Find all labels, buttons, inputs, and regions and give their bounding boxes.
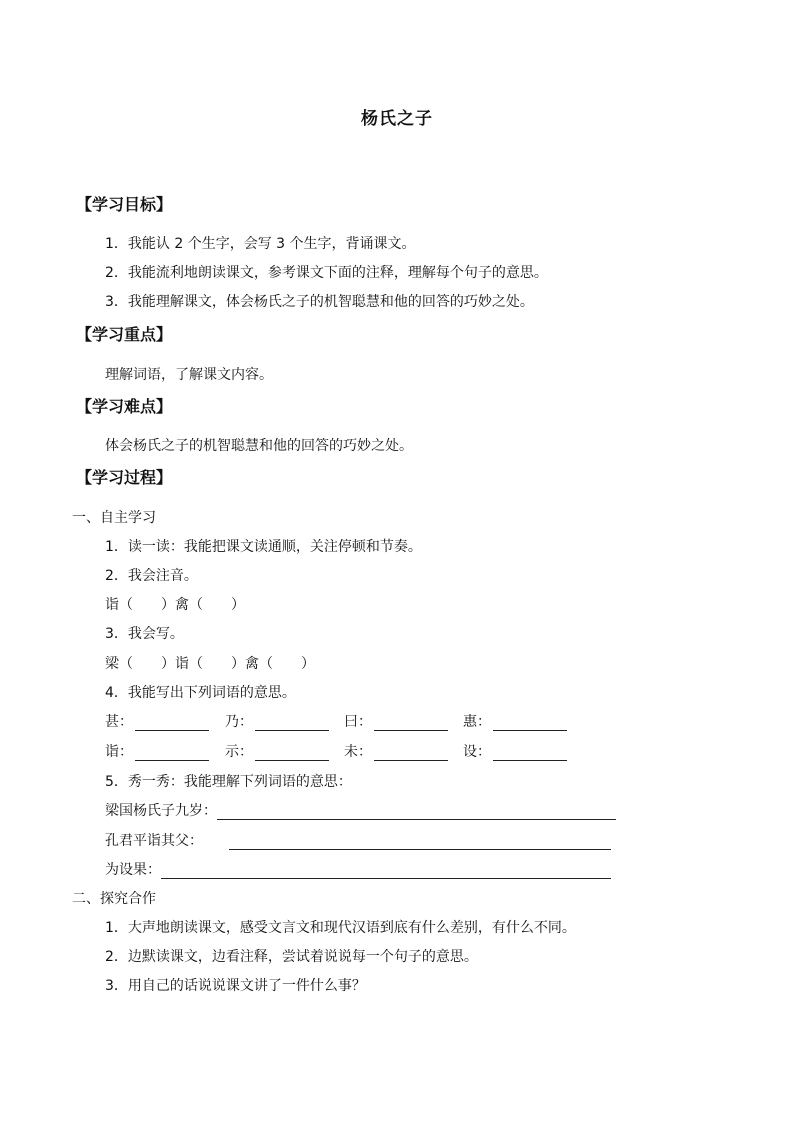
answer-blank[interactable] [229, 835, 611, 850]
word-item [105, 741, 209, 761]
section-heading-difficult: 【学习难点】 [76, 397, 173, 416]
part1-q4: 4．我能写出下列词语的意思。 [105, 685, 296, 701]
difficult-point-text: 体会杨氏之子的机智聪慧和他的回答的巧妙之处。 [105, 438, 413, 454]
word-label: 设： [463, 744, 491, 760]
goal-item-2: 2．我能流利地朗读课文，参考课文下面的注释，理解每个句子的意思。 [105, 265, 548, 281]
word-item [344, 711, 448, 731]
word-item [225, 711, 329, 731]
answer-blank[interactable] [493, 746, 567, 761]
answer-blank[interactable] [255, 716, 329, 731]
part1-q1: 1．读一读：我能把课文读通顺，关注停顿和节奏。 [105, 539, 422, 555]
phrase-label: 孔君平诣其父： [105, 833, 203, 849]
part1-q2: 2．我会注音。 [105, 568, 198, 584]
goal-item-3: 3．我能理解课文，体会杨氏之子的机智聪慧和他的回答的巧妙之处。 [105, 294, 534, 310]
word-label: 示： [225, 744, 253, 760]
word-label: 诣： [105, 744, 133, 760]
goal-item-1: 1．我能认 2 个生字，会写 3 个生字，背诵课文。 [105, 236, 416, 252]
word-item [344, 741, 448, 761]
part2-q3: 3．用自己的话说说课文讲了一件什么事？ [105, 978, 366, 994]
word-label: 曰： [344, 714, 372, 730]
pinyin-blanks[interactable]: 诣（ ）禽（ ） [105, 597, 245, 613]
part2-heading: 二、探究合作 [72, 891, 156, 907]
section-heading-goals: 【学习目标】 [76, 195, 173, 214]
word-label: 惠： [463, 714, 491, 730]
phrase-row-1 [105, 800, 620, 820]
word-item [105, 711, 209, 731]
section-heading-key: 【学习重点】 [76, 325, 173, 344]
part1-q5: 5．秀一秀：我能理解下列词语的意思： [105, 774, 352, 790]
key-point-text: 理解词语，了解课文内容。 [105, 367, 273, 383]
answer-blank[interactable] [135, 746, 209, 761]
phrase-row-2 [105, 830, 611, 850]
answer-blank[interactable] [255, 746, 329, 761]
writing-blanks[interactable]: 梁（ ）诣（ ）禽（ ） [105, 656, 315, 672]
answer-blank[interactable] [135, 716, 209, 731]
word-item [225, 741, 329, 761]
part1-heading: 一、自主学习 [72, 510, 156, 526]
word-item [463, 741, 567, 761]
word-label: 未： [344, 744, 372, 760]
answer-blank[interactable] [374, 746, 448, 761]
answer-blank[interactable] [161, 864, 611, 879]
phrase-label: 为设果： [105, 862, 161, 878]
word-label: 甚： [105, 714, 133, 730]
part2-q1: 1．大声地朗读课文，感受文言文和现代汉语到底有什么差别，有什么不同。 [105, 920, 576, 936]
answer-blank[interactable] [217, 805, 616, 820]
answer-blank[interactable] [493, 716, 567, 731]
part2-q2: 2．边默读课文，边看注释，尝试着说说每一个句子的意思。 [105, 949, 478, 965]
word-label: 乃： [225, 714, 253, 730]
word-item [463, 711, 567, 731]
phrase-label: 梁国杨氏子九岁： [105, 803, 217, 819]
page-title: 杨氏之子 [361, 109, 433, 129]
answer-blank[interactable] [374, 716, 448, 731]
section-heading-process: 【学习过程】 [76, 468, 173, 487]
phrase-row-3 [105, 859, 611, 879]
part1-q3: 3．我会写。 [105, 626, 184, 642]
